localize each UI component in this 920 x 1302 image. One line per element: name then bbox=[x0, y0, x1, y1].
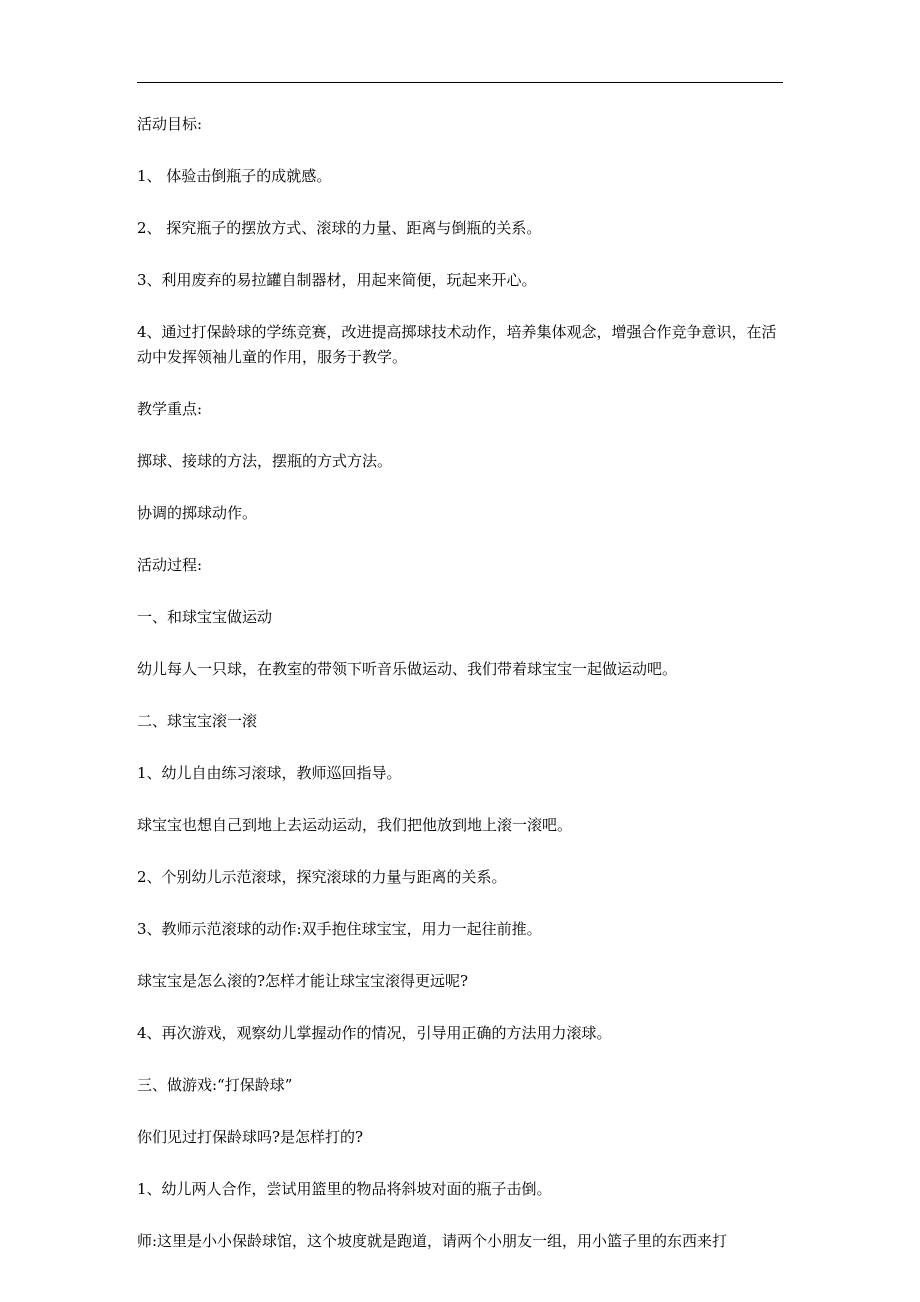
section-3-title: 三、做游戏:“打保龄球” bbox=[137, 1076, 293, 1094]
section-2-title: 二、球宝宝滚一滚 bbox=[137, 712, 258, 730]
heading-teaching-focus: 教学重点: bbox=[137, 400, 203, 418]
section-2-step-1: 1、幼儿自由练习滚球，教师巡回指导。 bbox=[137, 764, 402, 782]
goal-item-4: 4、通过打保龄球的学练竞赛，改进提高掷球技术动作，培养集体观念，增强合作竞争意识，在活动中发挥领袖儿童的作用，服务于教学。 bbox=[137, 323, 777, 366]
section-3-question: 你们见过打保龄球吗?是怎样打的? bbox=[137, 1128, 364, 1146]
section-2-text-1: 球宝宝也想自己到地上去运动运动，我们把他放到地上滚一滚吧。 bbox=[137, 816, 573, 834]
document-body bbox=[137, 112, 787, 1254]
header-rule bbox=[137, 82, 783, 83]
goal-item-1: 1、 体验击倒瓶子的成就感。 bbox=[137, 167, 332, 185]
section-3-teacher-line: 师:这里是小小保龄球馆，这个坡度就是跑道，请两个小朋友一组，用小篮子里的东西来打 bbox=[137, 1232, 728, 1250]
section-2-text-2: 球宝宝是怎么滚的?怎样才能让球宝宝滚得更远呢? bbox=[137, 972, 469, 990]
goal-item-2: 2、 探究瓶子的摆放方式、滚球的力量、距离与倒瓶的关系。 bbox=[137, 219, 542, 237]
heading-activity-process: 活动过程: bbox=[137, 556, 203, 574]
section-2-step-3: 3、教师示范滚球的动作:双手抱住球宝宝，用力一起往前推。 bbox=[137, 920, 542, 938]
section-2-step-4: 4、再次游戏，观察幼儿掌握动作的情况，引导用正确的方法用力滚球。 bbox=[137, 1024, 612, 1042]
section-1-title: 一、和球宝宝做运动 bbox=[137, 608, 273, 626]
section-1-text: 幼儿每人一只球，在教室的带领下听音乐做运动、我们带着球宝宝一起做运动吧。 bbox=[137, 660, 678, 678]
goal-item-3: 3、利用废弃的易拉罐自制器材，用起来简便，玩起来开心。 bbox=[137, 271, 537, 289]
section-2-step-2: 2、个别幼儿示范滚球，探究滚球的力量与距离的关系。 bbox=[137, 868, 507, 886]
focus-item-2: 协调的掷球动作。 bbox=[137, 504, 258, 522]
heading-activity-goals: 活动目标: bbox=[137, 115, 203, 133]
focus-item-1: 掷球、接球的方法，摆瓶的方式方法。 bbox=[137, 452, 393, 470]
section-3-step-1: 1、幼儿两人合作，尝试用篮里的物品将斜坡对面的瓶子击倒。 bbox=[137, 1180, 552, 1198]
